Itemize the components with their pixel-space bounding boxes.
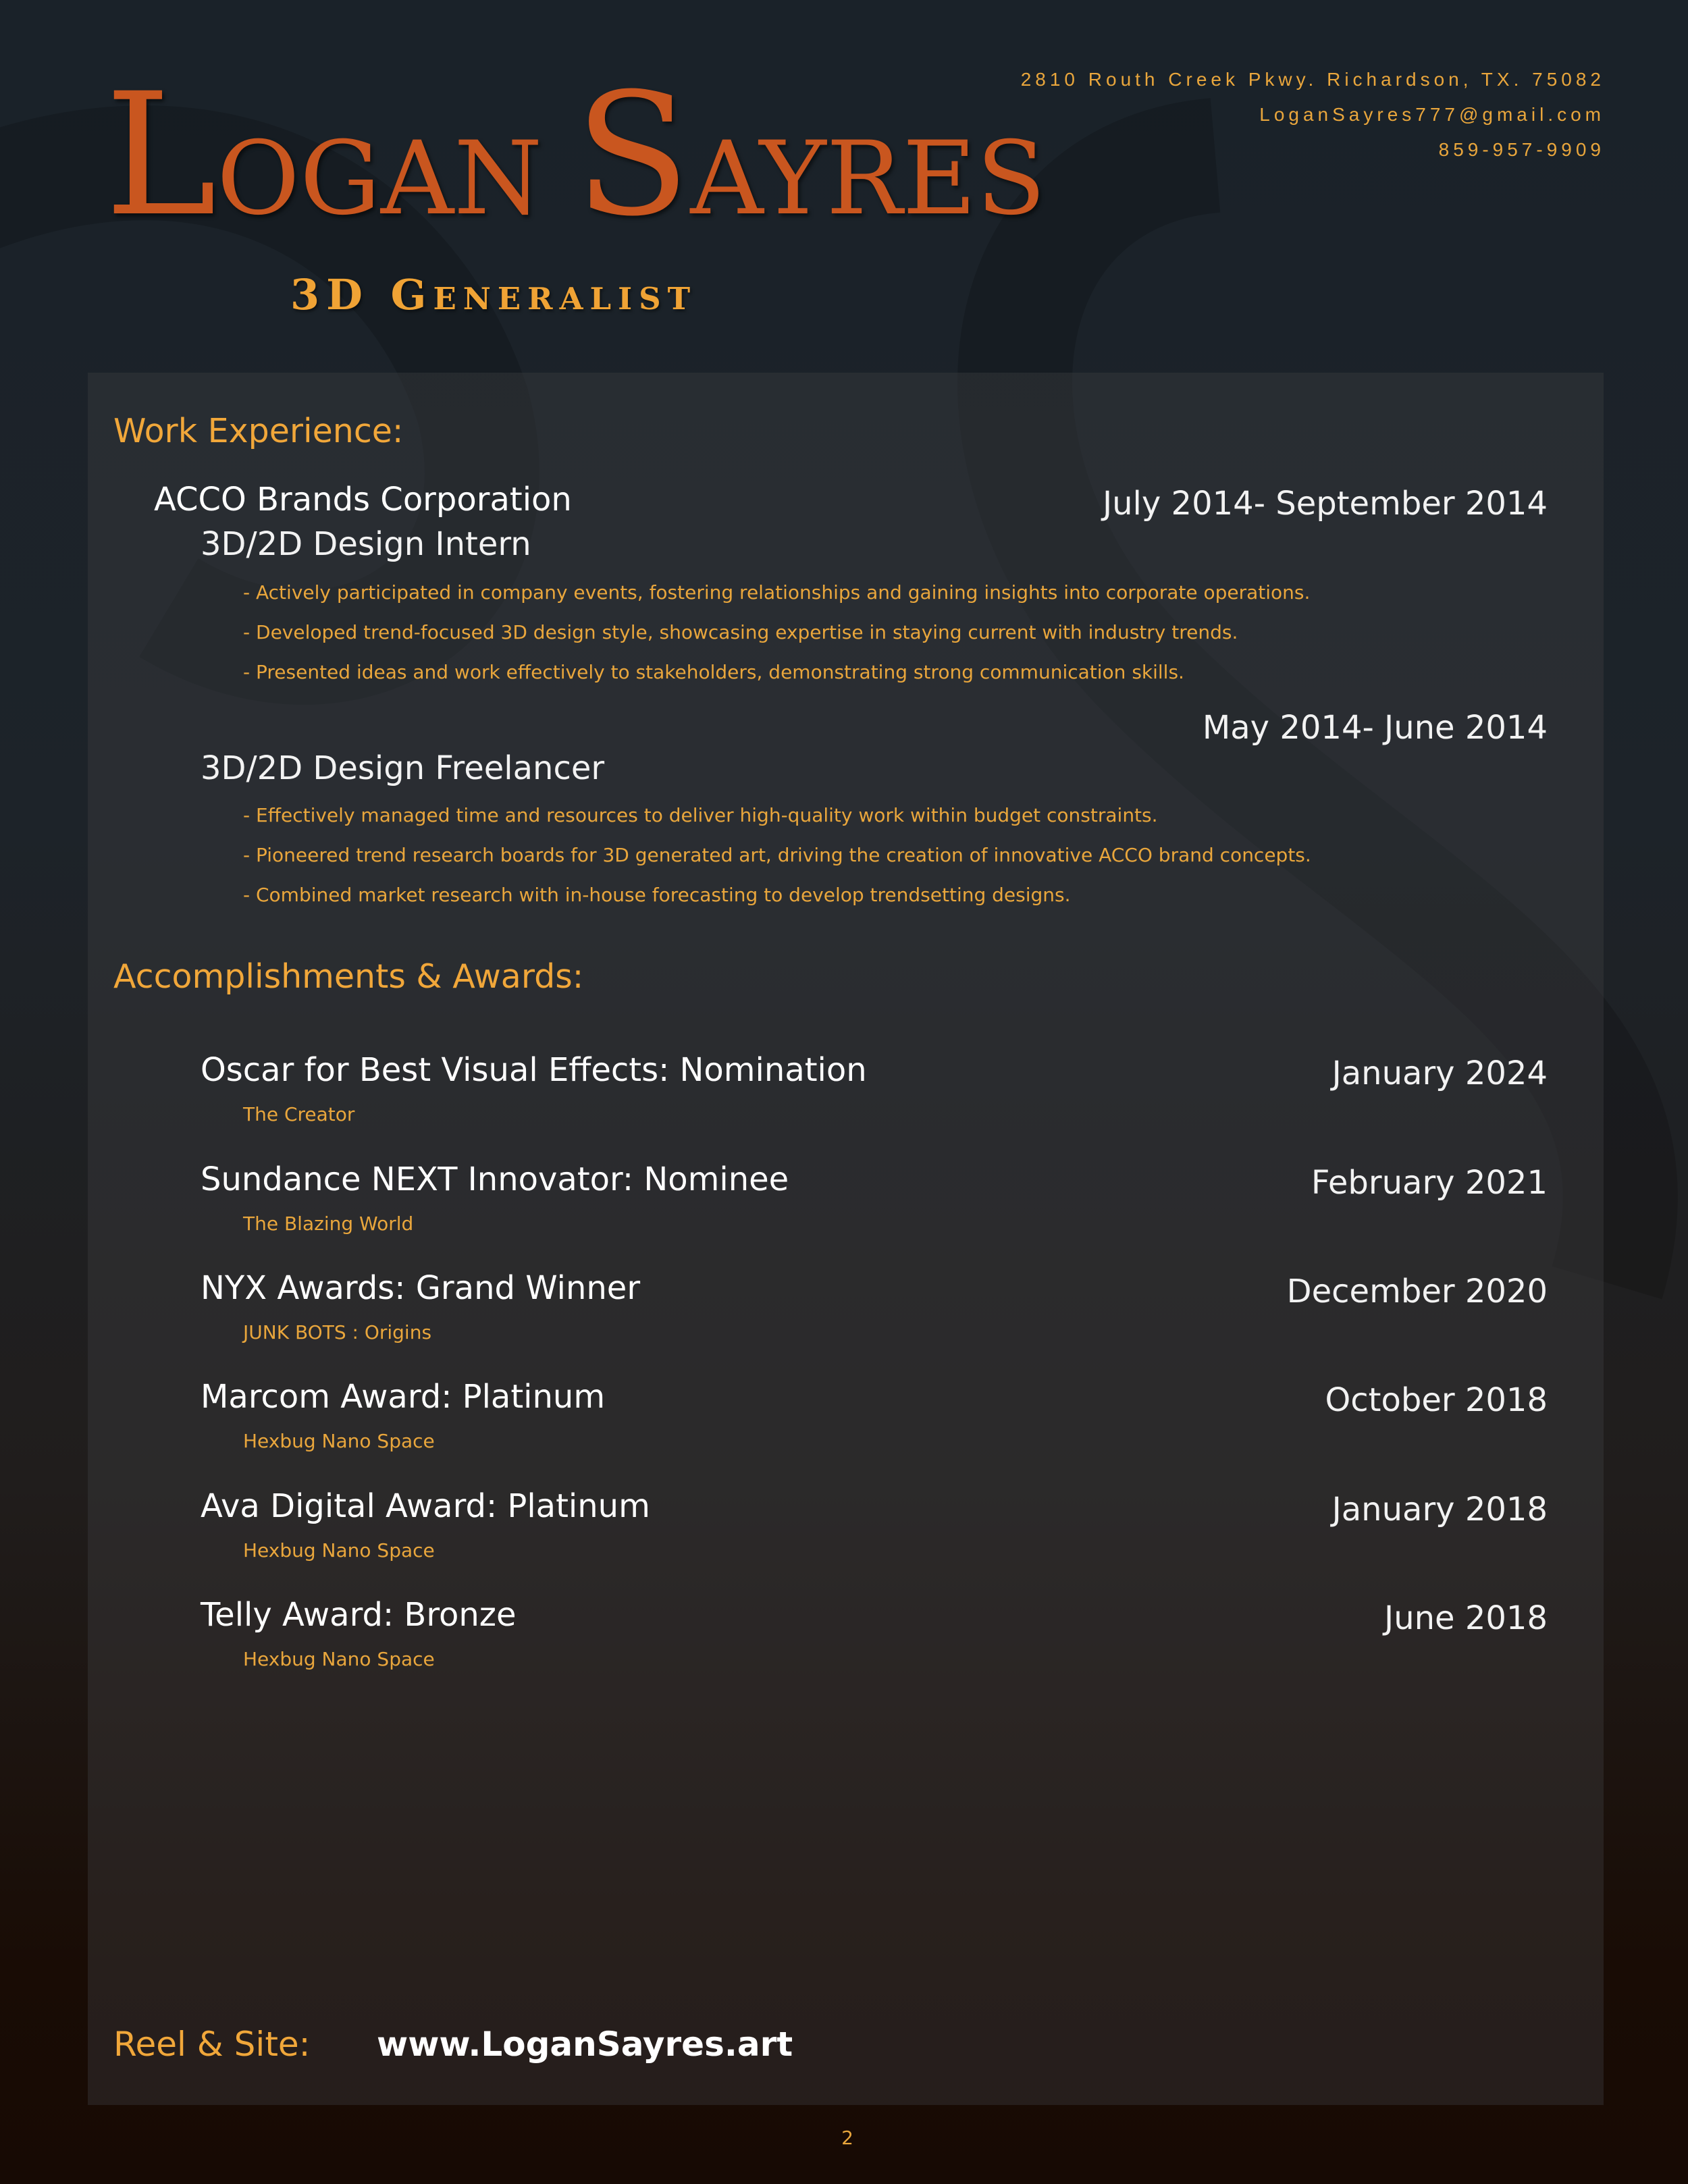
award-title: Marcom Award: Platinum xyxy=(201,1378,606,1416)
job-role: 3D/2D Design Intern xyxy=(201,525,531,563)
work-experience-heading: Work Experience: xyxy=(113,412,404,450)
job-bullets xyxy=(243,572,1526,692)
bullet-item: - Combined market research with in-house forecasting to develop trendsetting designs. xyxy=(243,884,1071,906)
award-date: June 2018 xyxy=(1384,1599,1548,1637)
name-first-initial: L xyxy=(105,57,217,253)
page-number: 2 xyxy=(841,2127,853,2149)
award-date: December 2020 xyxy=(1286,1273,1548,1310)
award-project: The Blazing World xyxy=(243,1213,414,1235)
award-title: Sundance NEXT Innovator: Nominee xyxy=(201,1161,789,1198)
bullet-item: - Actively participated in company events, fostering relationships and gaining insights into corporate operations. xyxy=(243,581,1311,604)
bullet-item: - Pioneered trend research boards for 3D generated art, driving the creation of innovative ACCO brand concepts. xyxy=(243,844,1311,866)
job-role: 3D/2D Design Freelancer xyxy=(201,749,605,787)
bullet-item: - Developed trend-focused 3D design style, showcasing expertise in staying current with industry trends. xyxy=(243,621,1238,643)
job-title xyxy=(290,270,776,331)
award-project: Hexbug Nano Space xyxy=(243,1430,435,1452)
contact-phone[interactable]: 859-957-9909 xyxy=(1438,139,1605,160)
bullet-item: - Effectively managed time and resources to deliver high-quality work within budget constraints. xyxy=(243,804,1158,826)
award-project: Hexbug Nano Space xyxy=(243,1648,435,1670)
title-prefix: 3D xyxy=(290,270,391,319)
job-dates: July 2014- September 2014 xyxy=(1102,485,1548,523)
job-bullets xyxy=(243,795,1526,915)
title-initial: G xyxy=(390,270,433,319)
candidate-name xyxy=(105,57,1046,273)
award-date: January 2018 xyxy=(1331,1491,1548,1528)
award-title: Oscar for Best Visual Effects: Nomination xyxy=(201,1051,867,1089)
title-rest: ENERALIST xyxy=(433,281,697,317)
award-project: Hexbug Nano Space xyxy=(243,1539,435,1562)
contact-address: 2810 Routh Creek Pkwy. Richardson, TX. 75082 xyxy=(1020,69,1605,90)
awards-heading: Accomplishments & Awards: xyxy=(113,957,584,996)
award-project: JUNK BOTS : Origins xyxy=(243,1321,432,1343)
award-title: Telly Award: Bronze xyxy=(201,1596,517,1634)
contact-email[interactable]: LoganSayres777@gmail.com xyxy=(1259,104,1605,125)
award-date: January 2024 xyxy=(1331,1055,1548,1092)
company-name: ACCO Brands Corporation xyxy=(154,481,572,518)
award-date: February 2021 xyxy=(1311,1164,1548,1202)
job-dates: May 2014- June 2014 xyxy=(1202,709,1548,747)
award-title: Ava Digital Award: Platinum xyxy=(201,1487,650,1525)
bullet-item: - Presented ideas and work effectively to stakeholders, demonstrating strong communication skills. xyxy=(243,661,1184,683)
award-title: NYX Awards: Grand Winner xyxy=(201,1269,641,1307)
award-project: The Creator xyxy=(243,1103,355,1125)
name-first-rest: OGAN xyxy=(217,120,543,238)
name-last-rest: AYRES xyxy=(690,120,1046,238)
name-last-initial: S xyxy=(575,57,691,253)
reel-label: Reel & Site: xyxy=(113,2025,311,2064)
award-date: October 2018 xyxy=(1325,1381,1548,1419)
contact-block xyxy=(997,62,1605,167)
reel-url-link[interactable]: www.LoganSayres.art xyxy=(377,2025,793,2064)
